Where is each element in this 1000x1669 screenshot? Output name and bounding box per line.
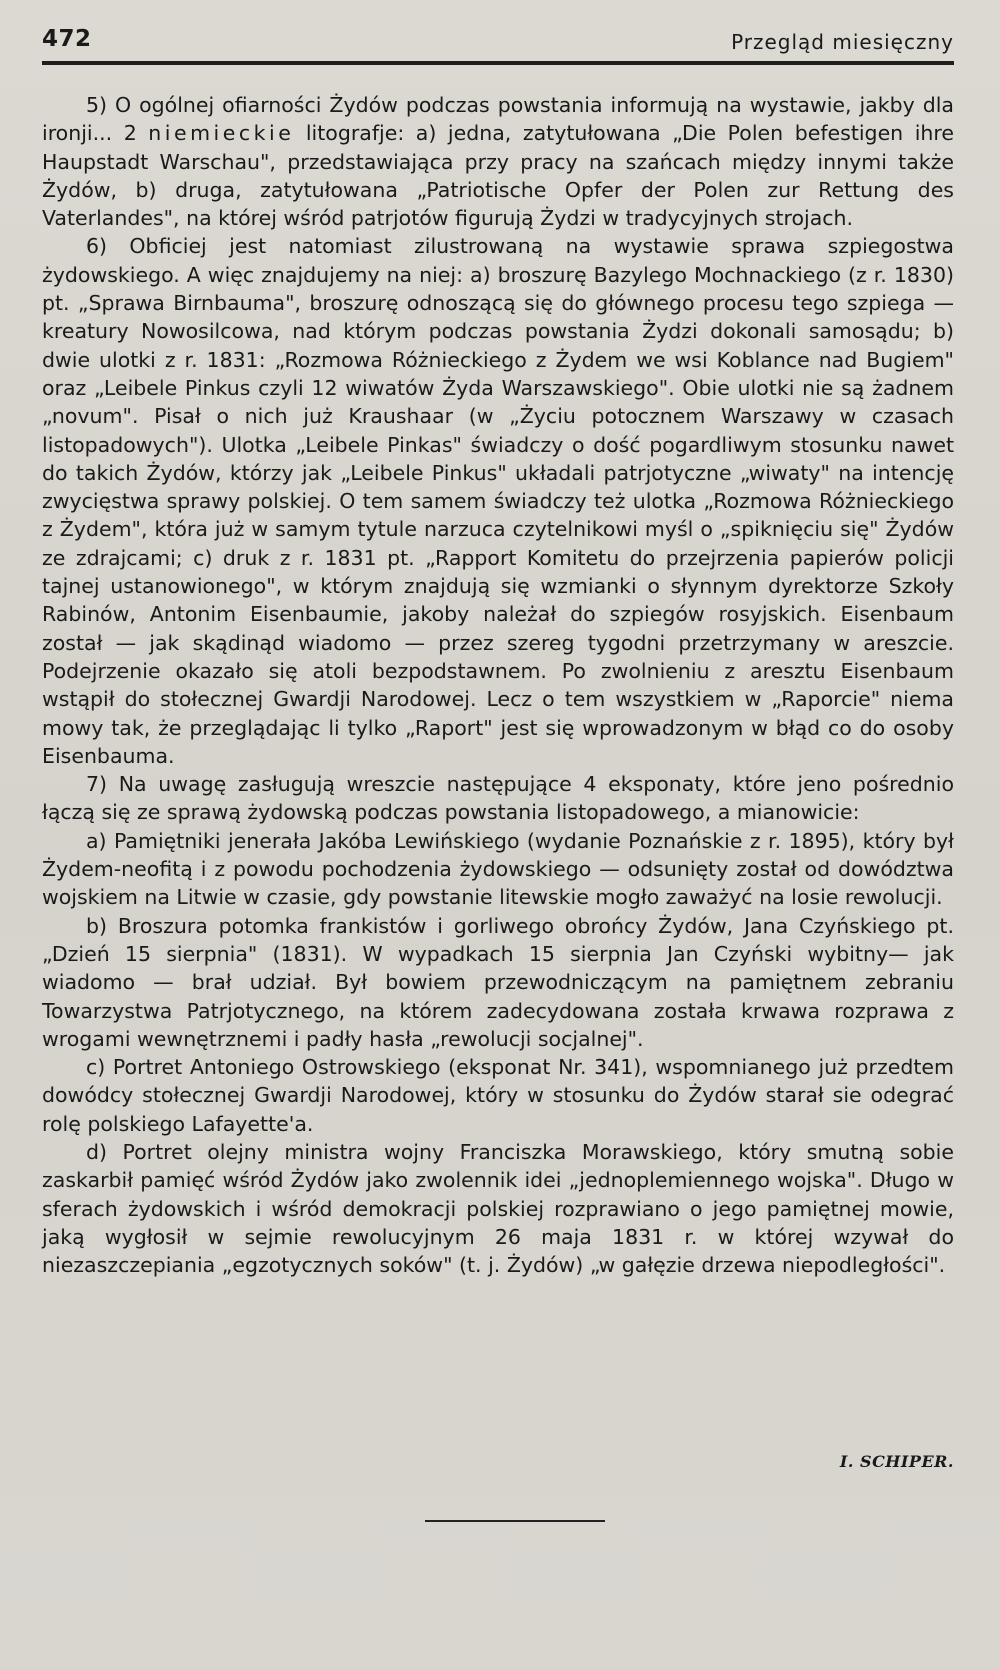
end-rule	[425, 1520, 605, 1522]
author-signature: I. SCHIPER.	[839, 1452, 954, 1471]
page-header	[42, 22, 954, 62]
paragraph-5-text-cont: litografje: a) jedna, zatytułowana „Die Polen befestigen ihre Haupstadt Warschau", przedstawiająca przy pracy na szańcach między innymi także Żydów, b) druga, zatytułowana „Patriotische Opfer der Polen zur Rettung des Vaterlandes", na której wśród patrjotów figurują Żydzi w tradycyjnych strojach.	[42, 121, 954, 231]
item-d: d) Portret olejny ministra wojny Franciszka Morawskiego, który smutną sobie zaskarbił pamięć wśród Żydów jako zwolennik idei „jednoplemiennego wojska". Długo w sferach żydowskich i wśród demokracji polskiej rozprawiano o jego pamiętnej mowie, jaką wygłosił w sejmie rewolucyjnym 26 maja 1831 r. w której wzywał do niezaszczepiania „egzotycznych soków" (t. j. Żydów) „w gałęzie drzewa niepodległości".	[42, 1139, 954, 1278]
paragraph-6: 6) Obficiej jest natomiast zilustrowaną na wystawie sprawa szpiegostwa żydowskiego. A więc znajdujemy na niej: a) broszurę Bazylego Mochnackiego (z r. 1830) pt. „Sprawa Birnbauma", broszurę odnoszącą się do głównego procesu tego szpiega — kreatury Nowosilcowa, nad którym podczas powstania Żydzi dokonali samosądu; b) dwie ulotki z r. 1831: „Rozmowa Różnieckiego z Żydem we wsi Koblance nad Bugiem" oraz „Leibele Pinkus czyli 12 wiwatów Żyda Warszawskiego". Obie ulotki nie są żadnem „novum". Pisał o nich już Kraushaar (w „Życiu potocznem Warszawy w czasach listopadowych"). Ulotka „Leibele Pinkas" świadczy o dość pogardliwym stosunku nawet do takich Żydów, którzy jak „Leibele Pinkus" układali patrjotyczne „wiwaty" na intencję zwycięstwa sprawy polskiej. O tem samem świadczy też ulotka „Rozmowa Różnieckiego z Żydem", która już w samym tytule narzuca czytelnikowi myśl o „spiknięciu się" Żydów ze zdrajcami; c) druk z r. 1831 pt. „Rapport Komitetu do przejrzenia papierów policji tajnej ustanowionego", w którym znajdują się wzmianki o słynnym dyrektorze Szkoły Rabinów, Antonim Eisenbaumie, jakoby należał do szpiegów rosyjskich. Eisenbaum został — jak skądinąd wiadomo — przez szereg tygodni przetrzymany w areszcie. Podejrzenie okazało się atoli bezpodstawnem. Po zwolnieniu z aresztu Eisenbaum wstąpił do stołecznej Gwardji Narodowej. Lecz o tem wszystkiem w „Raporcie" niema mowy tak, że przeglądając li tylko „Raport" jest się wprowadzonym w błąd co do osoby Eisenbauma.	[42, 234, 954, 768]
paragraph-7: 7) Na uwagę zasługują wreszcie następujące 4 eksponaty, które jeno pośrednio łączą się ze sprawą żydowską podczas powstania listopadowego, a mianowicie:	[42, 772, 954, 825]
item-c: c) Portret Antoniego Ostrowskiego (eksponat Nr. 341), wspomnianego już przedtem dowódcy stołecznej Gwardji Narodowej, który w stosunku do Żydów starał sie odegrać rolę polskiego Lafayette'a.	[42, 1055, 954, 1136]
running-title: Przegląd miesięczny	[731, 30, 954, 54]
article-body	[42, 91, 954, 1279]
item-b: b) Broszura potomka frankistów i gorliwego obrońcy Żydów, Jana Czyńskiego pt. „Dzień 15 sierpnia" (1831). W wypadkach 15 sierpnia Jan Czyński wybitny— jak wiadomo — brał udział. Był bowiem przewodniczącym na pamiętnem zebraniu Towarzystwa Patrjotycznego, na którem zadecydowana została krwawa rozprawa z wrogami wewnętrznemi i padły hasła „rewolucji socjalnej".	[42, 913, 954, 1051]
spaced-word: niemieckie	[148, 121, 295, 146]
page-number: 472	[42, 26, 92, 52]
paragraph-5-text: 5) O ogólnej ofiarności Żydów podczas powstania informują na wystawie, jakby dla ironji... 2	[42, 93, 954, 146]
paragraph-5	[42, 91, 954, 232]
item-a: a) Pamiętniki jenerała Jakóba Lewińskiego (wydanie Poznańskie z r. 1895), który był Żydem-neofitą i z powodu pochodzenia żydowskiego — odsunięty został od dowództwa wojskiem na Litwie w czasie, gdy powstanie litewskie mogło zaważyć na losie rewolucji.	[42, 828, 954, 910]
header-rule	[42, 61, 954, 65]
